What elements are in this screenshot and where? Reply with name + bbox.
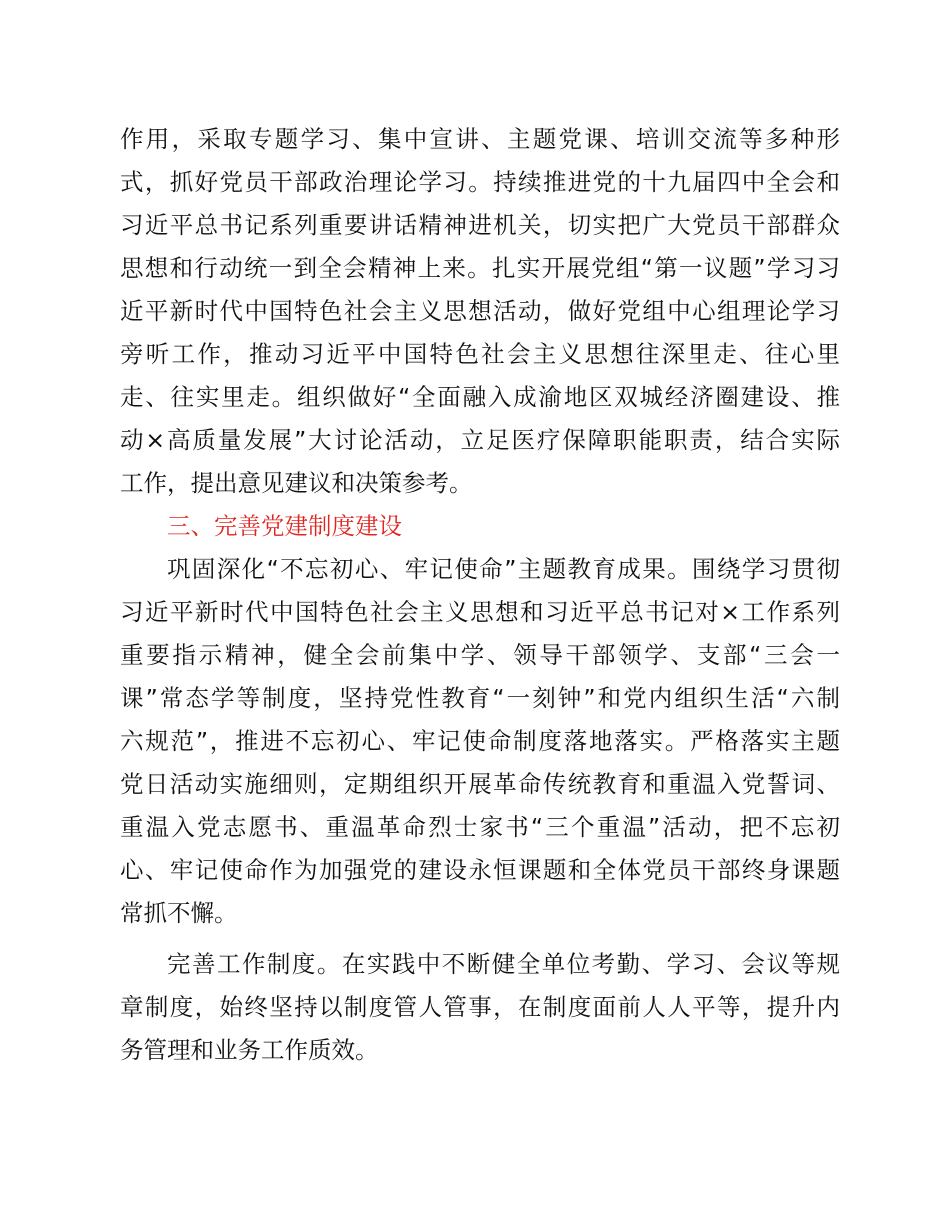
body-line: 重温入党志愿书、重温革命烈士家书“三个重温”活动，把不忘初	[120, 813, 840, 841]
body-line: 动×高质量发展”大讨论活动，立足医疗保障职能职责，结合实际	[120, 426, 840, 454]
body-line: 思想和行动统一到全会精神上来。扎实开展党组“第一议题”学习习	[120, 254, 840, 282]
body-line: 重要指示精神，健全会前集中学、领导干部领学、支部“三会一	[120, 641, 840, 669]
paragraph-first-line: 完善工作制度。在实践中不断健全单位考勤、学习、会议等规	[167, 950, 840, 978]
body-line: 走、往实里走。组织做好“全面融入成渝地区双城经济圈建设、推	[120, 383, 840, 411]
body-line: 课”常态学等制度，坚持党性教育“一刻钟”和党内组织生活“六制	[120, 684, 840, 712]
body-line: 务管理和业务工作质效。	[120, 1036, 379, 1064]
body-line: 常抓不懈。	[120, 899, 238, 927]
body-line: 式，抓好党员干部政治理论学习。持续推进党的十九届四中全会和	[120, 168, 840, 196]
body-line: 工作，提出意见建议和决策参考。	[120, 469, 473, 497]
body-line: 旁听工作，推动习近平中国特色社会主义思想往深里走、往心里	[120, 340, 840, 368]
body-line: 六规范”，推进不忘初心、牢记使命制度落地落实。严格落实主题	[120, 727, 840, 755]
body-line: 习近平总书记系列重要讲话精神进机关，切实把广大党员干部群众	[120, 211, 840, 239]
body-line: 近平新时代中国特色社会主义思想活动，做好党组中心组理论学习	[120, 297, 840, 325]
body-line: 作用，采取专题学习、集中宣讲、主题党课、培训交流等多种形	[120, 125, 840, 153]
section-heading: 三、完善党建制度建设	[167, 512, 402, 540]
body-line: 章制度，始终坚持以制度管人管事，在制度面前人人平等，提升内	[120, 993, 840, 1021]
paragraph-first-line: 巩固深化“不忘初心、牢记使命”主题教育成果。围绕学习贯彻	[167, 555, 840, 583]
body-line: 党日活动实施细则，定期组织开展革命传统教育和重温入党誓词、	[120, 770, 840, 798]
body-line: 心、牢记使命作为加强党的建设永恒课题和全体党员干部终身课题	[120, 856, 840, 884]
document-body	[120, 118, 840, 1072]
body-line: 习近平新时代中国特色社会主义思想和习近平总书记对×工作系列	[120, 598, 840, 626]
